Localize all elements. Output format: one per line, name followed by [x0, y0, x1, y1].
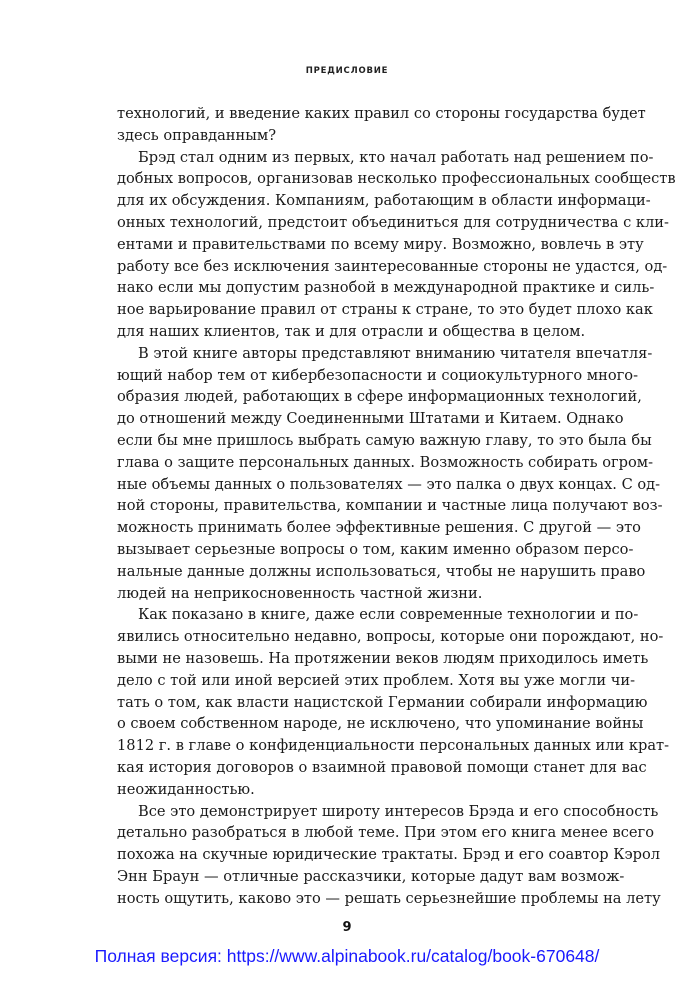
text-line: явились относительно недавно, вопросы, которые они порождают, но-: [117, 628, 664, 646]
text-line: дело с той или иной версией этих проблем. Хотя вы уже могли чи-: [117, 671, 636, 689]
full-version-link[interactable]: Полная версия: https://www.alpinabook.ru/catalog/book-670648/: [94, 946, 600, 966]
text-line: вызывает серьезные вопросы о том, каким именно образом персо-: [117, 540, 634, 558]
text-line: работу все без исключения заинтересованные стороны не удастся, од-: [117, 257, 668, 275]
text-line: людей на неприкосновенность частной жизни.: [117, 584, 483, 602]
text-line: ной стороны, правительства, компании и частные лица получают воз-: [117, 497, 663, 515]
text-line: нальные данные должны использоваться, чтобы не нарушить право: [117, 562, 646, 580]
text-line: ность ощутить, каково это — решать серьезнейшие проблемы на лету: [117, 889, 661, 907]
text-line: неожиданностью.: [117, 780, 255, 798]
text-line: ное варьирование правил от страны к стране, то это будет плохо как: [117, 301, 653, 319]
text-line: если бы мне пришлось выбрать самую важную главу, то это была бы: [117, 431, 652, 449]
paragraph: [117, 147, 676, 343]
text-line: кая история договоров о взаимной правовой помощи станет для вас: [117, 758, 647, 776]
paragraph: [117, 103, 646, 147]
paragraph: [117, 343, 663, 605]
text-line: технологий, и введение каких правил со стороны государства будет: [117, 105, 646, 122]
text-line: онных технологий, предстоит объединиться для сотрудничества с кли-: [117, 213, 669, 231]
text-line: глава о защите персональных данных. Возможность собирать огром-: [117, 453, 654, 471]
paragraph: [117, 801, 661, 910]
text-line: ющий набор тем от кибербезопасности и социокультурного много-: [117, 366, 639, 384]
text-line: В этой книге авторы представляют вниманию читателя впечатля-: [138, 344, 653, 362]
text-line: похожа на скучные юридические трактаты. Брэд и его соавтор Кэрол: [117, 846, 661, 864]
text-line: Все это демонстрирует широту интересов Брэда и его способность: [138, 802, 659, 820]
text-line: тать о том, как власти нацистской Германии собирали информацию: [117, 693, 648, 711]
text-line: образия людей, работающих в сфере информационных технологий,: [117, 388, 642, 406]
text-line: ентами и правительствами по всему миру. Возможно, вовлечь в эту: [117, 235, 644, 253]
text-line: нако если мы допустим разнобой в международной практике и силь-: [117, 279, 655, 297]
text-line: для наших клиентов, так и для отрасли и общества в целом.: [117, 322, 586, 340]
page-number: 9: [342, 920, 352, 935]
text-line: можность принимать более эффективные решения. С другой — это: [117, 519, 641, 537]
text-line: ные объемы данных о пользователях — это палка о двух концах. С од-: [117, 475, 661, 493]
text-line: выми не назовешь. На протяжении веков людям приходилось иметь: [117, 649, 649, 667]
body-text: [117, 103, 676, 909]
text-line: детально разобраться в любой теме. При этом его книга менее всего: [117, 824, 654, 842]
paragraph: [117, 604, 670, 800]
text-line: Энн Браун — отличные рассказчики, которые дадут вам возмож-: [117, 867, 625, 885]
running-header: ПРЕДИСЛОВИЕ: [305, 66, 389, 76]
text-line: добных вопросов, организовав несколько профессиональных сообществ: [117, 170, 676, 188]
text-line: Брэд стал одним из первых, кто начал работать над решением по-: [138, 148, 654, 166]
text-line: до отношений между Соединенными Штатами и Китаем. Однако: [117, 410, 624, 428]
text-line: о своем собственном народе, не исключено, что упоминание войны: [117, 715, 644, 733]
text-line: здесь оправданным?: [117, 126, 277, 144]
text-line: 1812 г. в главе о конфиденциальности персональных данных или крат-: [117, 737, 670, 755]
text-line: для их обсуждения. Компаниям, работающим в области информаци-: [117, 192, 651, 210]
text-line: Как показано в книге, даже если современные технологии и по-: [138, 606, 639, 624]
